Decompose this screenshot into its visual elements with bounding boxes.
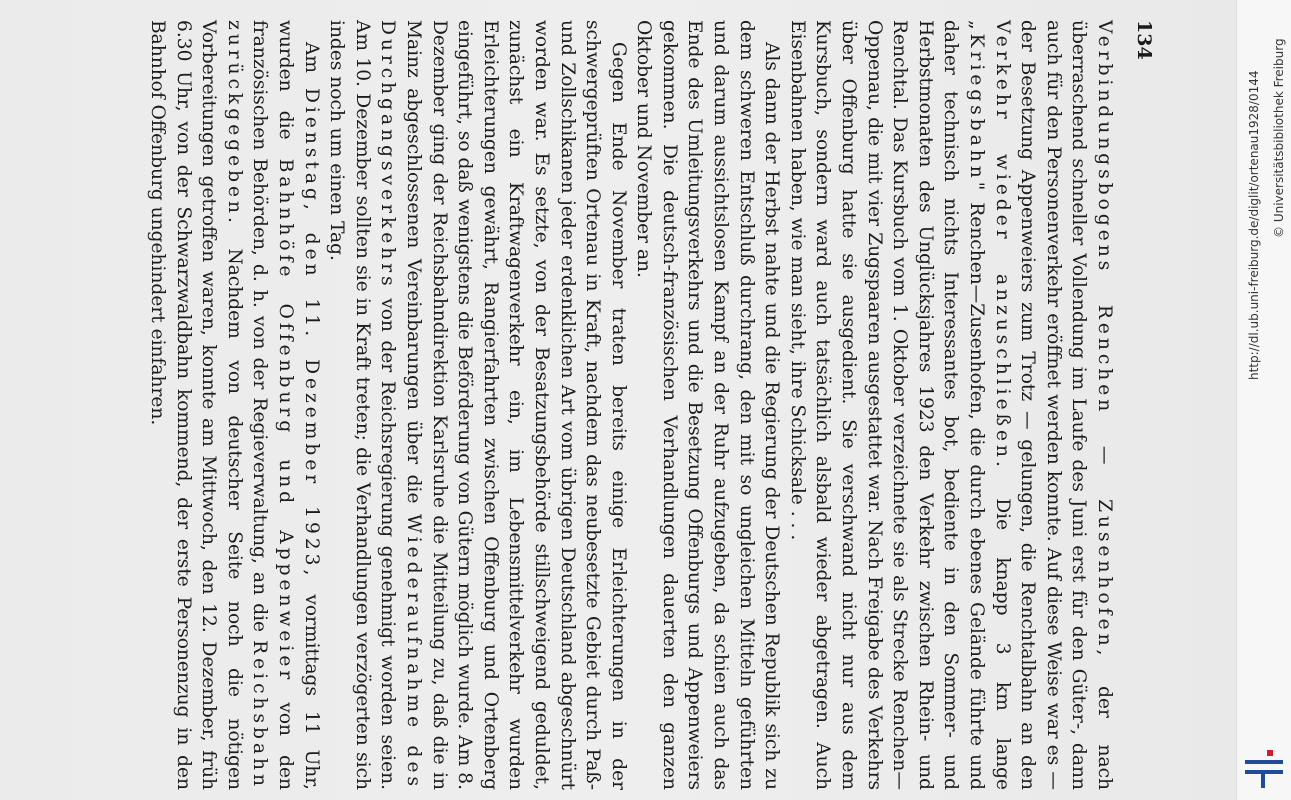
logo-red-mark bbox=[1267, 750, 1273, 756]
paragraph-text: der nach überraschend schneller Vollendung im Laufe des Juni erst für den Güter-, dann auch für den Personenverkehr eröffnet werden konnte. Auf diese Weise war es — der Besetzung Appenweiers zum Trotz — gelungen, die Renchtalbahn an den bbox=[1017, 20, 1115, 790]
paragraph-text: Renchen—Zusenhofen, die durch ebenes Gelände führte und daher technisch nichts Interessantes bot, bediente in den Sommer- und Herbstmonaten des Unglücksjahres 1923 den Verkehr zwischen Rhein- und Renchtal. Das Kursbuch vom 1. Oktober verzeichnete sie als Strecke Renchen—Oppenau, die mit vier Zugspaaren ausgestattet war. Nach Freigabe des Verkehrs über Offenburg hatte sie ausgedient. Sie verschwand nicht nur aus dem Kursbuch, sondern ward auch tatsächlich alsbald wieder abgetragen. Auch Eisenbahnen haben, wie man sieht, ihre Schicksale . . . bbox=[786, 20, 988, 790]
paragraph-text: vormittags 11 Uhr, wurden die bbox=[275, 20, 322, 790]
copyright-notice bbox=[1266, 14, 1291, 244]
spaced-emphasis-text: „Kriegsbahn" bbox=[966, 20, 988, 195]
library-logo-icon bbox=[1243, 748, 1285, 790]
logo-blue-bar-top bbox=[1245, 760, 1283, 764]
paragraph-text: von den französischen Behörden, d. h. von der Regieverwaltung, an die bbox=[249, 20, 296, 790]
spaced-emphasis-text: Bahnhöfe Offenburg und Appenweier bbox=[275, 158, 296, 684]
body-text bbox=[144, 20, 1117, 790]
logo-blue-stem bbox=[1261, 774, 1265, 788]
rotated-text-block bbox=[80, 20, 1155, 790]
paragraph-text: von der Reichsregierung genehmigt worden seien. Am 10. Dezember sollten sie in Kraft treten; die Verhandlungen verzögerten sich indes noch um einen Tag. bbox=[326, 20, 399, 790]
source-url-text[interactable]: http://dl.ub.uni-freiburg.de/diglit/ortenau1928/0144 bbox=[1247, 70, 1261, 380]
paragraph-text: Nachdem von deutscher Seite noch die nötigen Vorbereitungen getroffen waren, konnte am Mittwoch, den 12. Dezember, früh 6.30 Uhr, von der Schwarzwaldbahn kommend, der erste Personenzug in den Bahnhof Offenburg ungehindert einfahren. bbox=[147, 20, 245, 790]
spaced-emphasis-text: Wiederaufnahme des Durchgangsverkehrs bbox=[377, 20, 424, 790]
paragraph-text: Gegen Ende November traten bereits einige Erleichterungen in der schwergeprüften Ortenau in Kraft, nachdem das neubesetzte Gebiet durch Paß- und Zollschikanen jeder erdenklichen Art vom übrigen Deutschland abgeschnürt worden war. Es setzte, von der Besatzungsbehörde stillschweigend geduldet, zunächst ein Kraftwagenverkehr ein, im Lebensmittelverkehr wurden Erleichterungen gewährt, Rangierfahrten zwischen Offenburg und Ortenberg eingeführt, so daß wenigstens die Beförderung von Gütern möglich wurde. Am 8. Dezember ging der Reichsbahndirektion Karlsruhe die Mitteilung zu, daß die in Mainz abgeschlossenen Vereinbarungen über die bbox=[402, 20, 629, 790]
spaced-emphasis-text: Verkehr wieder anzuschließen. bbox=[991, 20, 1013, 471]
spaced-emphasis-text: Verbindungsbogens Renchen — Zusenhofen, bbox=[1094, 20, 1115, 660]
paragraph bbox=[631, 20, 785, 790]
paragraph-text: Als dann der Herbst nahte und die Regierung der Deutschen Republik sich zu dem schweren Entschluß durchrang, den mit so ungleichen Mitteln geführten und darum aussichtslosen Kampf an der Ruhr aufzugeben, da schien auch das Ende des Umleitungsverkehrs und die Besetzung Offenburgs und Appenweiers gekommen. Die deutsch-französischen Verhandlungen dauerten den ganzen Oktober und November an. bbox=[633, 20, 783, 790]
spaced-emphasis-text: Reichsbahn zurückgegeben. bbox=[223, 20, 271, 790]
text-block-inner bbox=[80, 20, 1155, 790]
copyright-text: © Universitätsbibliothek Freiburg bbox=[1272, 38, 1286, 238]
spaced-emphasis-text: Dienstag, den 11. Dezember 1923, bbox=[300, 88, 322, 580]
source-url[interactable] bbox=[1239, 18, 1269, 398]
logo-blue-bar-bottom bbox=[1245, 770, 1283, 774]
page-number: 134 bbox=[1133, 20, 1155, 60]
paragraph-text: Am bbox=[300, 42, 322, 89]
paragraph bbox=[324, 20, 631, 790]
paragraph-text: Die knapp 3 km lange bbox=[991, 470, 1013, 791]
paragraph bbox=[144, 20, 323, 790]
paragraph bbox=[784, 20, 1117, 790]
